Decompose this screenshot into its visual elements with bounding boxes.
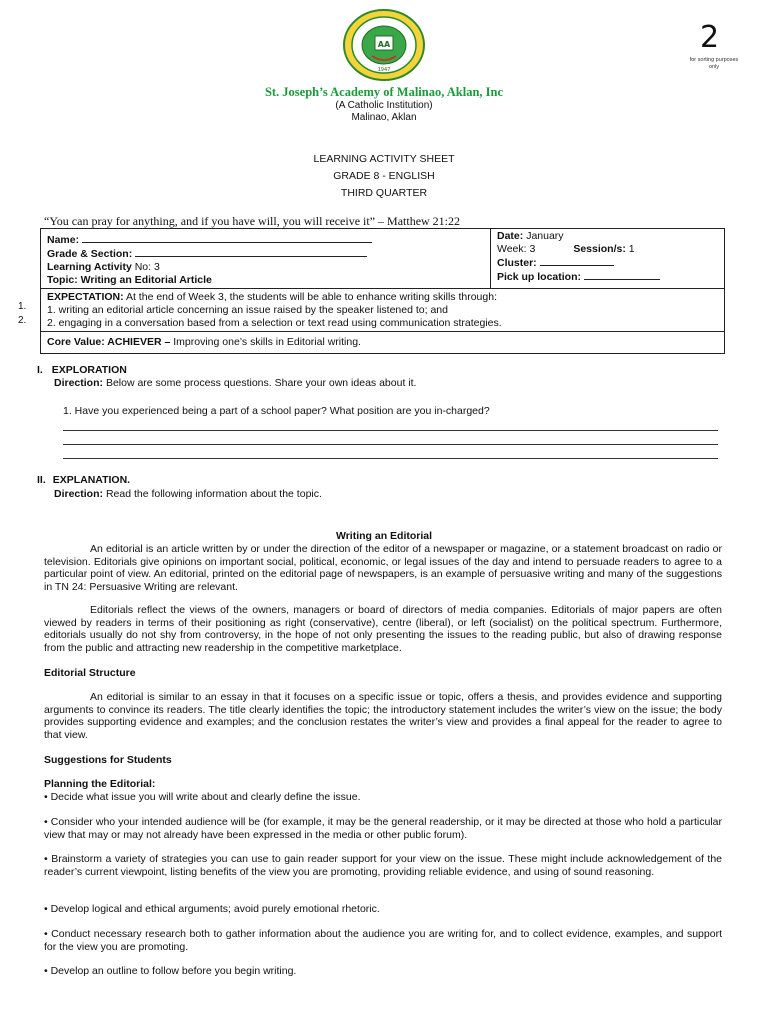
sheet-quarter: THIRD QUARTER [340,187,428,199]
bullet-item: • Consider who your intended audience will be (for example, it may be the general readership, or it may be directed at those who hold a particular view that may or may not already have been expressed in the media or other public forum). [44,816,722,841]
svg-text:AA: AA [377,40,391,49]
page-number: 2 [700,20,720,55]
topic-label: Topic: Writing an Editorial Article [47,274,212,286]
answer-line-2[interactable] [63,444,718,445]
bullet-item: • Develop an outline to follow before you begin writing. [44,965,297,977]
core-value-label: Core Value: ACHIEVER – [47,336,171,348]
school-seal-logo [342,8,426,82]
suggestions-heading: Suggestions for Students [44,754,172,766]
explanation-direction [54,488,322,502]
school-subtitle: (A Catholic Institution) [335,100,433,111]
explanation-title: EXPLANATION. [52,474,131,486]
exploration-question: 1. Have you experienced being a part of a school paper? What position are you in-charged? [63,405,490,417]
cluster-label: Cluster: [497,257,537,269]
planning-heading: Planning the Editorial: [44,778,156,790]
student-info-cell [41,229,491,289]
session-value: 1 [628,243,635,255]
exploration-direction-text: Below are some process questions. Share your own ideas about it. [105,377,417,389]
side-number-1: 1. [18,301,27,312]
bible-quote: “You can pray for anything, and if you have will, you will receive it” – Matthew 21:22 [44,214,461,228]
exploration-title: EXPLORATION [51,364,127,376]
expectation-item-2: 2. engaging in a conversation based from a selection or text read using communication strategies. [47,317,502,329]
date-label: Date: [497,230,524,242]
cluster-field[interactable] [540,256,614,266]
explanation-number: II. [37,474,46,486]
sheet-grade: GRADE 8 - ENGLISH [333,170,435,182]
bullet-item: • Conduct necessary research both to gather information about the audience you are writing for, and to collect evidence, examples, and support for the view you are promoting. [44,928,722,953]
session-label: Session/s: [573,243,626,255]
exploration-heading [37,364,127,378]
pickup-label: Pick up location: [497,271,582,283]
expectation-text: At the end of Week 3, the students will be able to enhance writing skills through: [125,291,497,303]
exploration-number: I. [37,364,43,376]
exploration-direction [54,377,416,391]
expectation-cell [41,289,725,332]
name-field[interactable] [82,233,372,243]
info-table [40,228,725,354]
sheet-title-block [0,151,768,202]
svg-text:1947: 1947 [377,67,391,73]
school-name: St. Joseph’s Academy of Malinao, Aklan, Inc [264,85,504,99]
bullet-item: • Decide what issue you will write about and clearly define the issue. [44,791,361,803]
grade-section-label: Grade & Section: [47,248,133,260]
core-value-text: Improving one’s skills in Editorial writing. [173,336,361,348]
learning-activity-label: Learning Activity [47,261,132,273]
structure-heading: Editorial Structure [44,667,136,679]
explanation-heading [37,474,130,488]
explanation-direction-text: Read the following information about the topic. [105,488,322,500]
side-number-2: 2. [18,315,27,326]
school-location: Malinao, Aklan [351,112,417,123]
sheet-title: LEARNING ACTIVITY SHEET [313,153,455,165]
article-title: Writing an Editorial [335,530,433,542]
grade-section-field[interactable] [135,247,367,257]
article-paragraph-1: An editorial is an article written by or under the direction of the editor of a newspaper or magazine, or a statement broadcast on radio or television. Editorials give opinions on important social, political, economic, or legal issues of the day and intend to persuade readers to agree to a particular point of view. An editorial, printed on the editorial page of newspapers, is an example of persuasive writing and many of the suggestions in TN 24: Persuasive Writing are relevant. [44,543,722,593]
date-value: January [526,230,564,242]
core-value-cell [41,332,725,354]
page-note: for sorting purposes only [689,57,739,70]
pickup-field[interactable] [584,270,660,280]
learning-activity-value: No: 3 [134,261,160,273]
answer-line-1[interactable] [63,430,718,431]
expectation-label: EXPECTATION: [47,291,124,303]
week-label: Week: 3 [497,243,536,255]
bullet-item: • Develop logical and ethical arguments; avoid purely emotional rhetoric. [44,903,380,915]
name-label: Name: [47,234,80,246]
exploration-direction-label: Direction: [54,377,104,389]
expectation-item-1: 1. writing an editorial article concerning an issue raised by the speaker listened to; and [47,304,448,316]
answer-line-3[interactable] [63,458,718,459]
explanation-direction-label: Direction: [54,488,104,500]
session-info-cell [491,229,725,289]
bullet-item: • Brainstorm a variety of strategies you can use to gain reader support for your view on the issue. These might include acknowledgement of the reader’s current viewpoint, listing benefits of the view you are promoting, providing reliable evidence, and using of sound reasoning. [44,853,722,878]
article-paragraph-3: An editorial is similar to an essay in that it focuses on a specific issue or topic, offers a thesis, and provides evidence and supporting arguments to convince its readers. The title clearly identifies the topic; the introductory statement includes the writer’s view on the issue; the body provides supporting evidence and examples; and the conclusion restates the writer’s view and provides a final appeal for the reader to agree to that view. [44,691,722,741]
article-paragraph-2: Editorials reflect the views of the owners, managers or board of directors of media companies. Editorials of major papers are often viewed by readers in terms of their positioning as right (conservative), centre (liberal), or left (socialist) on the political spectrum. Furthermore, editorials usually do not shy from controversy, in the hope of not only presenting the issues to the reading public, but also of drawing response from the public and attracting new readership in the competitive marketplace. [44,604,722,654]
